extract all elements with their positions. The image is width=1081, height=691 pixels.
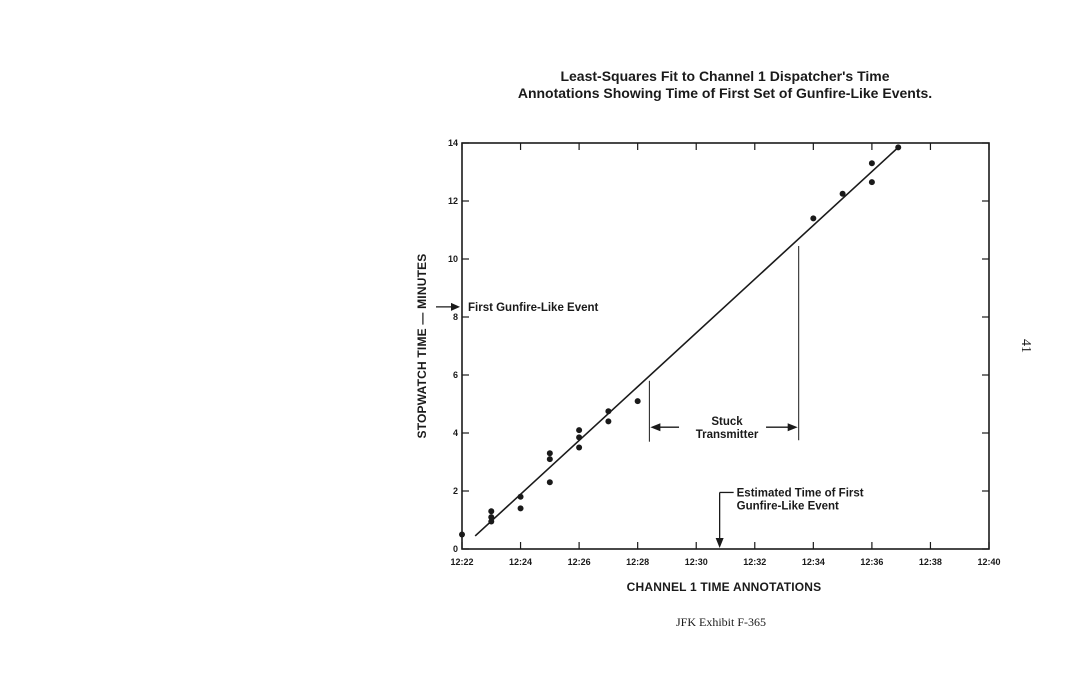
stuck-transmitter-annotation bbox=[649, 246, 798, 442]
stuck-label-line-2: Transmitter bbox=[695, 429, 759, 442]
chart-title-line-1: Least-Squares Fit to Channel 1 Dispatcher's Time bbox=[560, 68, 890, 84]
data-point-11 bbox=[576, 427, 582, 433]
x-tick-label-4: 12:30 bbox=[684, 557, 708, 567]
x-tick-label-1: 12:24 bbox=[509, 557, 533, 567]
y-tick-label-5: 10 bbox=[447, 254, 458, 264]
x-tick-label-0: 12:22 bbox=[450, 557, 474, 567]
x-tick-label-2: 12:26 bbox=[567, 557, 591, 567]
estimated-time-annotation bbox=[716, 487, 864, 548]
estimated-time-label-line-1: Estimated Time of First bbox=[736, 487, 864, 500]
data-point-7 bbox=[547, 456, 553, 462]
data-point-12 bbox=[605, 418, 611, 424]
data-point-10 bbox=[576, 434, 582, 440]
y-axis-label: STOPWATCH TIME — MINUTES bbox=[415, 253, 429, 439]
y-tick-label-4: 8 bbox=[452, 312, 458, 322]
y-tick-label-1: 2 bbox=[452, 486, 458, 496]
first-gunfire-annotation bbox=[436, 302, 599, 314]
data-point-14 bbox=[635, 398, 641, 404]
data-point-9 bbox=[576, 445, 582, 451]
first-gunfire-arrow-head bbox=[451, 303, 460, 311]
data-point-16 bbox=[840, 191, 846, 197]
data-point-17 bbox=[869, 179, 875, 185]
data-point-15 bbox=[810, 215, 816, 221]
y-axis-ticks bbox=[448, 138, 989, 554]
data-point-19 bbox=[895, 144, 901, 150]
x-tick-label-7: 12:36 bbox=[860, 557, 884, 567]
data-point-2 bbox=[488, 514, 494, 520]
stuck-label-line-1: Stuck bbox=[711, 416, 743, 429]
estimated-time-arrow-head bbox=[716, 538, 724, 548]
data-point-18 bbox=[869, 160, 875, 166]
y-tick-label-2: 4 bbox=[452, 428, 458, 438]
x-tick-label-3: 12:28 bbox=[626, 557, 650, 567]
x-tick-label-6: 12:34 bbox=[801, 557, 825, 567]
data-point-6 bbox=[547, 479, 553, 485]
y-tick-label-0: 0 bbox=[452, 544, 458, 554]
page-number: 41 bbox=[1018, 339, 1033, 353]
chart-title-line-2: Annotations Showing Time of First Set of Gunfire-Like Events. bbox=[517, 85, 933, 101]
exhibit-caption: JFK Exhibit F-365 bbox=[675, 615, 767, 629]
estimated-time-label-line-2: Gunfire-Like Event bbox=[736, 500, 839, 513]
data-point-4 bbox=[518, 505, 524, 511]
first-gunfire-label: First Gunfire-Like Event bbox=[468, 301, 599, 314]
x-tick-label-5: 12:32 bbox=[743, 557, 767, 567]
data-point-8 bbox=[547, 450, 553, 456]
data-point-5 bbox=[518, 494, 524, 500]
x-axis-label: CHANNEL 1 TIME ANNOTATIONS bbox=[626, 580, 822, 594]
least-squares-fit-line bbox=[475, 147, 898, 536]
plot-frame bbox=[462, 143, 989, 549]
y-tick-label-3: 6 bbox=[452, 370, 458, 380]
data-point-3 bbox=[488, 508, 494, 514]
x-tick-label-9: 12:40 bbox=[977, 557, 1001, 567]
x-tick-label-8: 12:38 bbox=[918, 557, 942, 567]
y-tick-label-6: 12 bbox=[447, 196, 458, 206]
stuck-right-arrow-head bbox=[788, 423, 798, 431]
data-points bbox=[459, 144, 901, 537]
data-point-13 bbox=[605, 408, 611, 414]
stuck-left-arrow-head bbox=[650, 423, 660, 431]
data-point-0 bbox=[459, 532, 465, 538]
y-tick-label-7: 14 bbox=[447, 138, 458, 148]
